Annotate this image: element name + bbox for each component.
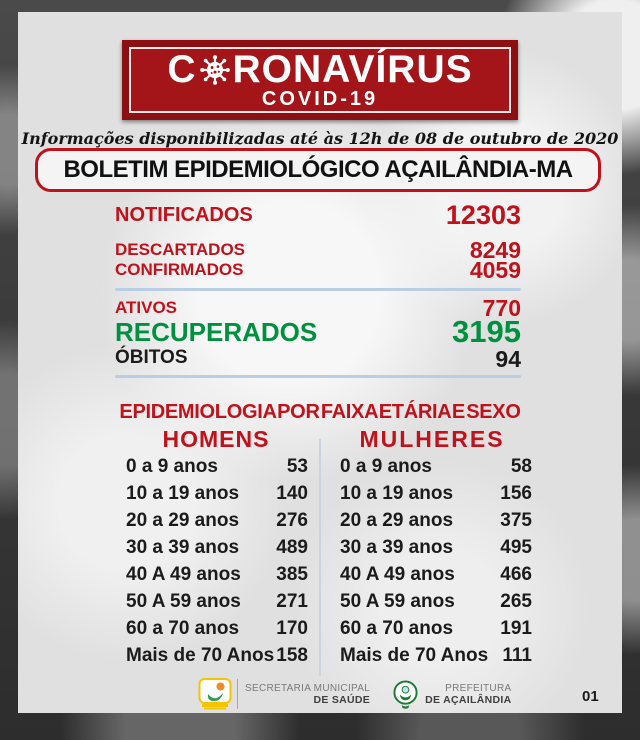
age-range-label: 0 a 9 anos bbox=[340, 455, 432, 477]
covid19-label: COVID-19 bbox=[261, 88, 379, 110]
stat-recuperados bbox=[115, 314, 521, 349]
age-range-label: 30 a 39 anos bbox=[340, 536, 454, 558]
age-row bbox=[126, 453, 308, 480]
org-line: SECRETARIA MUNICIPAL bbox=[245, 682, 371, 694]
age-row bbox=[126, 642, 308, 669]
age-table-homens bbox=[126, 453, 308, 669]
age-count-value: 58 bbox=[510, 455, 532, 477]
age-range-label: Mais de 70 Anos bbox=[126, 644, 275, 666]
age-row bbox=[340, 534, 532, 561]
secretaria-saude-logo-icon bbox=[198, 678, 232, 710]
prefeitura-text bbox=[425, 683, 511, 706]
age-range-label: Mais de 70 Anos bbox=[340, 644, 489, 666]
stat-label: CONFIRMADOS bbox=[115, 260, 244, 279]
age-range-label: 20 a 29 anos bbox=[126, 509, 240, 531]
stat-label: ATIVOS bbox=[115, 298, 178, 317]
virus-icon bbox=[198, 53, 232, 87]
age-row bbox=[340, 615, 532, 642]
bulletin-title: BOLETIM EPIDEMIOLÓGICO AÇAILÂNDIA-MA bbox=[35, 148, 601, 192]
footer-divider bbox=[237, 679, 238, 709]
age-count-value: 156 bbox=[500, 482, 532, 504]
age-row bbox=[126, 534, 308, 561]
title-letter-c: C bbox=[167, 48, 197, 91]
age-range-label: 40 A 49 anos bbox=[340, 563, 455, 585]
age-range-label: 20 a 29 anos bbox=[340, 509, 454, 531]
stat-value: 94 bbox=[495, 346, 521, 372]
title-rest: RONAVÍRUS bbox=[232, 48, 473, 91]
stat-value: 770 bbox=[482, 294, 521, 321]
age-count-value: 385 bbox=[276, 563, 308, 585]
column-header-mulheres: MULHERES bbox=[359, 426, 505, 452]
divider-line bbox=[115, 375, 521, 378]
stat-label: NOTIFICADOS bbox=[115, 203, 253, 226]
column-header-homens: HOMENS bbox=[162, 426, 270, 452]
org-line: DE AÇAILÂNDIA bbox=[425, 693, 512, 706]
stat-confirmados bbox=[115, 256, 521, 283]
age-count-value: 158 bbox=[276, 644, 308, 666]
age-range-label: 60 a 70 anos bbox=[340, 617, 454, 639]
age-row bbox=[340, 507, 532, 534]
age-range-label: 40 A 49 anos bbox=[126, 563, 241, 585]
stats-section bbox=[115, 199, 521, 378]
age-count-value: 265 bbox=[500, 590, 532, 612]
age-count-value: 375 bbox=[500, 509, 532, 531]
column-divider bbox=[319, 439, 321, 676]
org-line: DE SAÚDE bbox=[313, 693, 371, 706]
bulletin-panel bbox=[18, 12, 622, 713]
age-count-value: 53 bbox=[286, 455, 308, 477]
age-range-label: 50 A 59 anos bbox=[340, 590, 455, 612]
age-count-value: 466 bbox=[500, 563, 532, 585]
age-count-value: 276 bbox=[276, 509, 308, 531]
stat-value: 4059 bbox=[469, 256, 521, 283]
age-range-label: 0 a 9 anos bbox=[126, 455, 218, 477]
coronavirus-title bbox=[167, 48, 473, 91]
age-count-value: 191 bbox=[500, 617, 532, 639]
age-count-value: 495 bbox=[500, 536, 532, 558]
age-range-label: 10 a 19 anos bbox=[126, 482, 240, 504]
age-row bbox=[126, 480, 308, 507]
stat-label: ÓBITOS bbox=[115, 347, 188, 368]
age-row bbox=[126, 588, 308, 615]
coronavirus-header-inner bbox=[129, 47, 511, 113]
info-line: Informações disponibilizadas até às 12h de 08 de outubro de 2020 bbox=[21, 129, 619, 148]
footer bbox=[198, 675, 511, 713]
age-row bbox=[340, 480, 532, 507]
age-range-label: 10 a 19 anos bbox=[340, 482, 454, 504]
stat-label: RECUPERADOS bbox=[115, 316, 318, 347]
age-row bbox=[340, 588, 532, 615]
age-row bbox=[340, 453, 532, 480]
divider-line bbox=[115, 288, 521, 291]
age-range-label: 50 A 59 anos bbox=[126, 590, 241, 612]
age-row bbox=[126, 615, 308, 642]
page-number: 01 bbox=[582, 688, 599, 705]
age-row bbox=[126, 561, 308, 588]
secretaria-saude-text bbox=[245, 683, 370, 706]
age-count-value: 489 bbox=[276, 536, 308, 558]
age-table-mulheres bbox=[340, 453, 532, 669]
stat-value: 3195 bbox=[452, 314, 521, 349]
age-count-value: 170 bbox=[276, 617, 308, 639]
stat-value: 8249 bbox=[469, 236, 521, 263]
age-section-title: EPIDEMIOLOGIA POR FAIXA ETÁRIA E SEXO bbox=[119, 401, 521, 423]
age-row bbox=[126, 507, 308, 534]
stat-descartados bbox=[115, 236, 521, 263]
prefeitura-acailandia-logo-icon bbox=[392, 680, 419, 709]
org-line: PREFEITURA bbox=[445, 682, 512, 694]
age-row bbox=[340, 642, 532, 669]
age-count-value: 271 bbox=[276, 590, 308, 612]
stat-value: 12303 bbox=[445, 199, 521, 230]
age-row bbox=[340, 561, 532, 588]
age-count-value: 140 bbox=[276, 482, 308, 504]
coronavirus-header-box bbox=[122, 40, 518, 120]
age-range-label: 60 a 70 anos bbox=[126, 617, 240, 639]
stat-notificados bbox=[115, 199, 521, 230]
age-range-label: 30 a 39 anos bbox=[126, 536, 240, 558]
stat-label: DESCARTADOS bbox=[115, 240, 246, 259]
age-count-value: 111 bbox=[502, 644, 532, 666]
